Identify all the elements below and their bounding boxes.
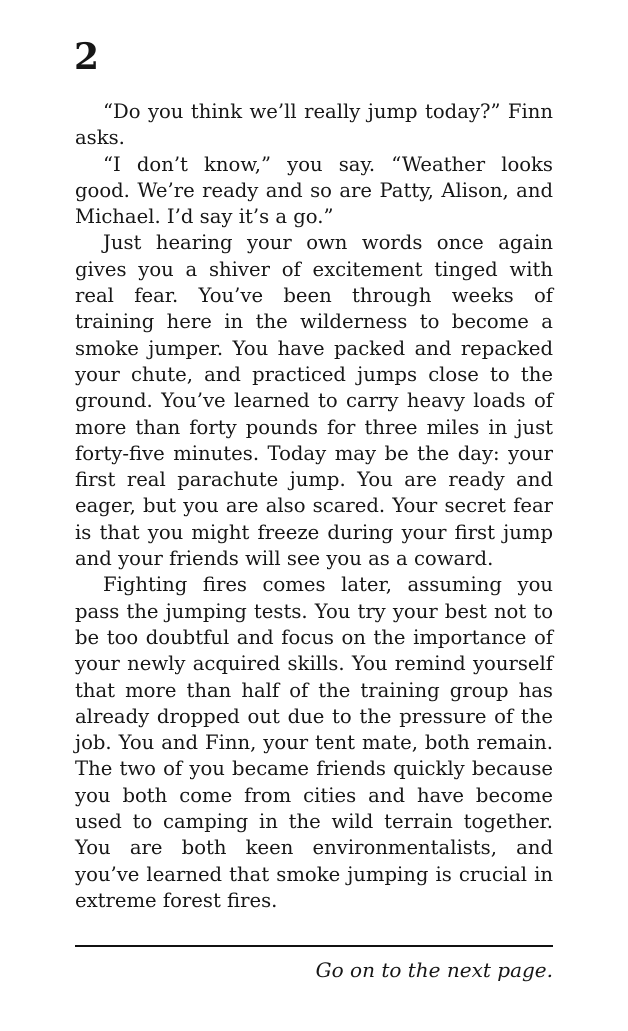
- page-turn-instruction: Go on to the next page.: [315, 958, 553, 982]
- footer-divider: [75, 945, 553, 947]
- paragraph-3: Just hearing your own words once again gives you a shiver of excitement tinged with real fear. You’ve been through weeks of training here in the wilderness to become a smoke jumper. You have packed and repacked your chute, and practiced jumps close to the ground. You’ve learned to carry heavy loads of more than forty pounds for three miles in just forty-five minutes. Today may be the day: your first real parachute jump. You are ready and eager, but you are also scared. Your secret fear is that you might freeze during your first jump and your friends will see you as a coward.: [75, 231, 553, 571]
- story-text: [75, 99, 553, 914]
- paragraph-2: “I don’t know,” you say. “Weather looks good. We’re ready and so are Patty, Alison, and Michael. I’d say it’s a go.”: [75, 152, 553, 229]
- chapter-number: 2: [74, 36, 100, 78]
- paragraph-1: “Do you think we’ll really jump today?” Finn asks.: [75, 100, 553, 150]
- paragraph-4: Fighting fires comes later, assuming you pass the jumping tests. You try your best not to be too doubtful and focus on the importance of your newly acquired skills. You remind yourself that more than half of the training group has already dropped out due to the pressure of the job. You and Finn, your tent mate, both remain. The two of you became friends quickly because you both come from cities and have become used to camping in the wild terrain together. You are both keen environmentalists, and you’ve learned that smoke jumping is crucial in extreme forest fires.: [75, 573, 553, 912]
